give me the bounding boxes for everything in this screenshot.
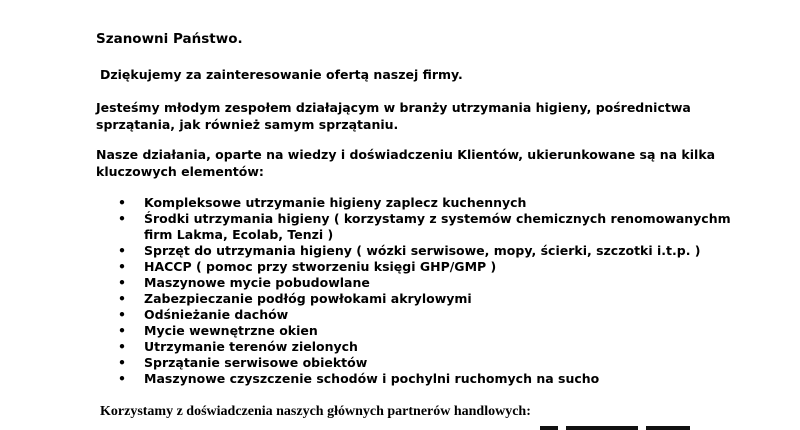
list-item-text: Zabezpieczanie podłóg powłokami akrylowymi (144, 291, 472, 306)
list-item-text: Środki utrzymania higieny ( korzystamy z systemów chemicznych renomowanychm firm Lakma, Ecolab, Tenzi ) (144, 211, 731, 242)
elements-intro: Nasze działania, oparte na wiedzy i doświadczeniu Klientów, ukierunkowane są na kilka kluczowych elementów: (96, 147, 716, 179)
partner-logo (566, 426, 638, 430)
list-item-text: HACCP ( pomoc przy stworzeniu księgi GHP/GMP ) (144, 259, 497, 274)
list-item (96, 291, 736, 307)
intro-paragraph: Jesteśmy młodym zespołem działającym w branży utrzymania higieny, pośrednictwa sprzątania, jak również samym sprzątaniu. (96, 100, 691, 132)
bullet-icon: • (118, 243, 126, 258)
bullet-icon: • (118, 323, 126, 338)
list-item (96, 275, 736, 291)
bullet-icon: • (118, 307, 126, 322)
list-item (96, 243, 736, 259)
list-item-text: Maszynowe mycie pobudowlane (144, 275, 370, 290)
partner-logo (646, 426, 690, 430)
bullet-icon: • (118, 259, 126, 274)
bullet-icon: • (118, 291, 126, 306)
list-item (96, 323, 736, 339)
bullet-icon: • (118, 211, 126, 226)
list-item-text: Maszynowe czyszczenie schodów i pochylni ruchomych na sucho (144, 371, 600, 386)
partner-logo (540, 426, 558, 430)
bullet-icon: • (118, 339, 126, 354)
list-item (96, 307, 736, 323)
list-item-text: Sprzęt do utrzymania higieny ( wózki serwisowe, mopy, ścierki, szczotki i.t.p. ) (144, 243, 701, 258)
thanks-line: Dziękujemy za zainteresowanie ofertą naszej firmy. (100, 67, 463, 82)
bullet-icon: • (118, 275, 126, 290)
bullet-icon: • (118, 195, 126, 210)
partner-logos (540, 426, 690, 430)
list-item (96, 195, 736, 211)
greeting: Szanowni Państwo. (96, 31, 243, 47)
services-list (96, 195, 736, 387)
partners-heading: Korzystamy z doświadczenia naszych głównych partnerów handlowych: (100, 404, 531, 419)
bullet-icon: • (118, 355, 126, 370)
list-item-text: Kompleksowe utrzymanie higieny zaplecz kuchennych (144, 195, 527, 210)
list-item (96, 339, 736, 355)
list-item (96, 371, 736, 387)
list-item-text: Mycie wewnętrzne okien (144, 323, 318, 338)
list-item (96, 259, 736, 275)
list-item-text: Utrzymanie terenów zielonych (144, 339, 358, 354)
list-item-text: Sprzątanie serwisowe obiektów (144, 355, 368, 370)
list-item-text: Odśnieżanie dachów (144, 307, 289, 322)
bullet-icon: • (118, 371, 126, 386)
list-item (96, 211, 736, 243)
list-item (96, 355, 736, 371)
